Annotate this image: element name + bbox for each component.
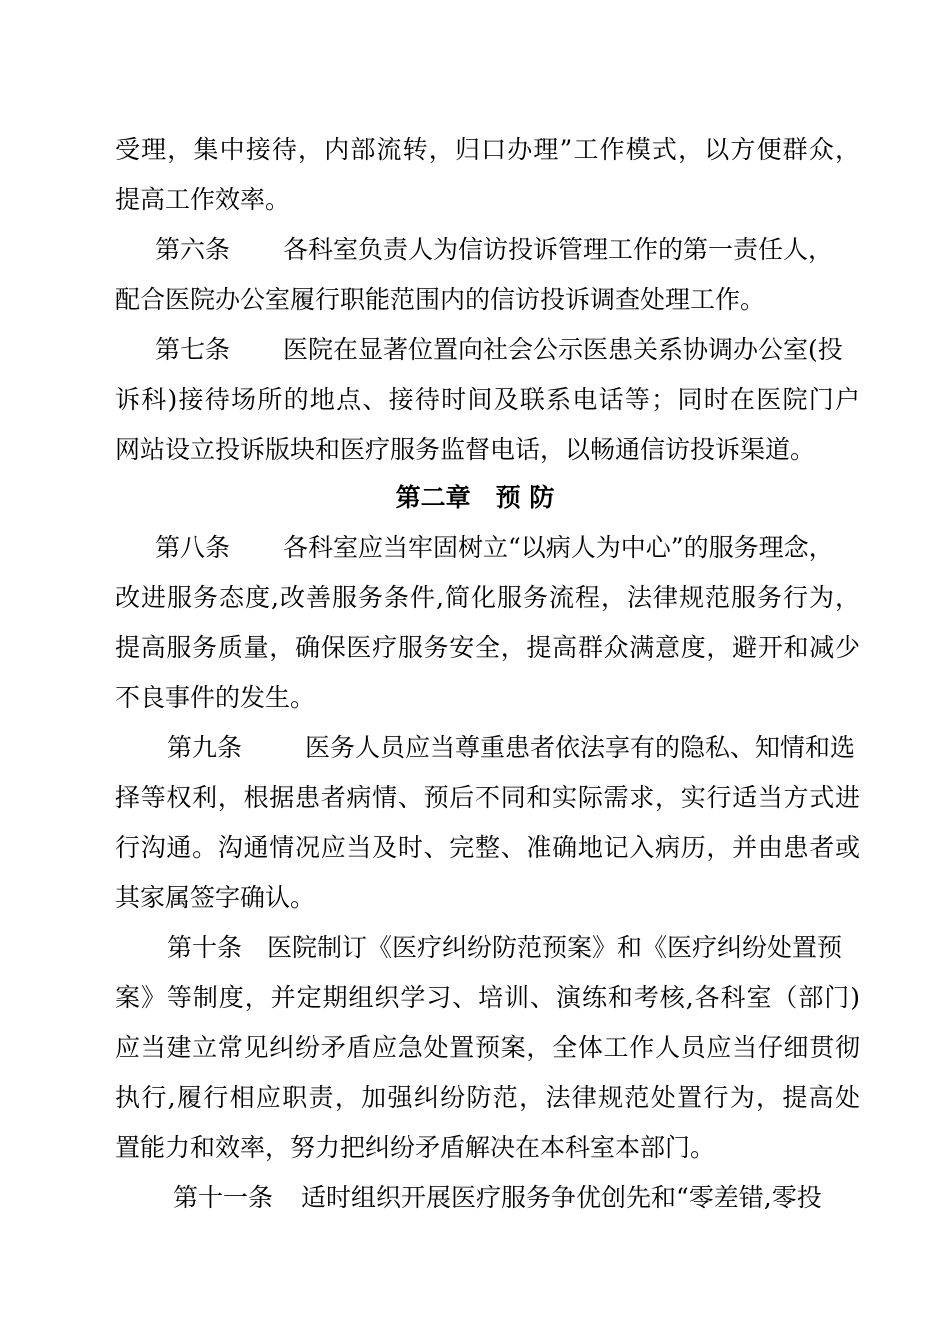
article-9-line-1: 第九条 医务人员应当尊重患者依法享有的隐私、知情和选 xyxy=(115,731,860,765)
article-6-line-1: 第六条 各科室负责人为信访投诉管理工作的第一责任人， xyxy=(115,233,860,267)
article-number: 第九条 xyxy=(167,733,243,762)
text-line-12: 不良事件的发生。 xyxy=(115,683,316,712)
text-line-14: 择等权利，根据患者病情、预后不同和实际需求，实行适当方式进 xyxy=(115,783,860,812)
text-line-15: 行沟通。沟通情况应当及时、完整、准确地记入病历，并由患者或 xyxy=(115,833,860,862)
text-line-6: 诉科)接待场所的地点、接待时间及联系电话等；同时在医院门户 xyxy=(115,385,860,414)
text-line-7: 网站设立投诉版块和医疗服务监督电话，以畅通信访投诉渠道。 xyxy=(115,435,816,464)
article-number: 第十一条 xyxy=(173,1183,274,1212)
article-8-line-1: 第八条 各科室应当牢固树立“以病人为中心”的服务理念， xyxy=(115,531,860,565)
text-line-11: 提高服务质量，确保医疗服务安全，提高群众满意度，避开和减少 xyxy=(115,633,860,662)
article-10-line-1: 第十条 医院制订《医疗纠纷防范预案》和《医疗纠纷处置预 xyxy=(115,931,860,965)
article-11-line-1: 第十一条 适时组织开展医疗服务争优创先和“零差错,零投 xyxy=(115,1181,860,1215)
text-line-1: 受理，集中接待，内部流转，归口办理”工作模式，以方便群众， xyxy=(115,135,860,164)
text-line-10: 改进服务态度,改善服务条件,简化服务流程，法律规范服务行为， xyxy=(115,583,860,612)
article-7-line-1: 第七条 医院在显著位置向社会公示医患关系协调办公室(投 xyxy=(115,333,860,367)
article-number: 第六条 xyxy=(155,235,231,264)
article-number: 第十条 xyxy=(167,933,243,962)
text-line-21: 置能力和效率，努力把纠纷矛盾解决在本科室本部门。 xyxy=(115,1133,716,1162)
text-line-4: 配合医院办公室履行职能范围内的信访投诉调查处理工作。 xyxy=(115,285,766,314)
text-line-20: 执行,履行相应职责，加强纠纷防范，法律规范处置行为，提高处 xyxy=(115,1083,860,1112)
chapter-heading: 第二章 预 防 xyxy=(395,483,555,512)
text-line-18: 案》等制度，并定期组织学习、培训、演练和考核,各科室（部门) xyxy=(115,983,860,1012)
text-line-2: 提高工作效率。 xyxy=(115,185,291,214)
text-line-16: 其家属签字确认。 xyxy=(115,883,316,912)
article-number: 第八条 xyxy=(155,533,231,562)
article-number: 第七条 xyxy=(155,335,231,364)
text-line-19: 应当建立常见纠纷矛盾应急处置预案，全体工作人员应当仔细贯彻 xyxy=(115,1033,860,1062)
